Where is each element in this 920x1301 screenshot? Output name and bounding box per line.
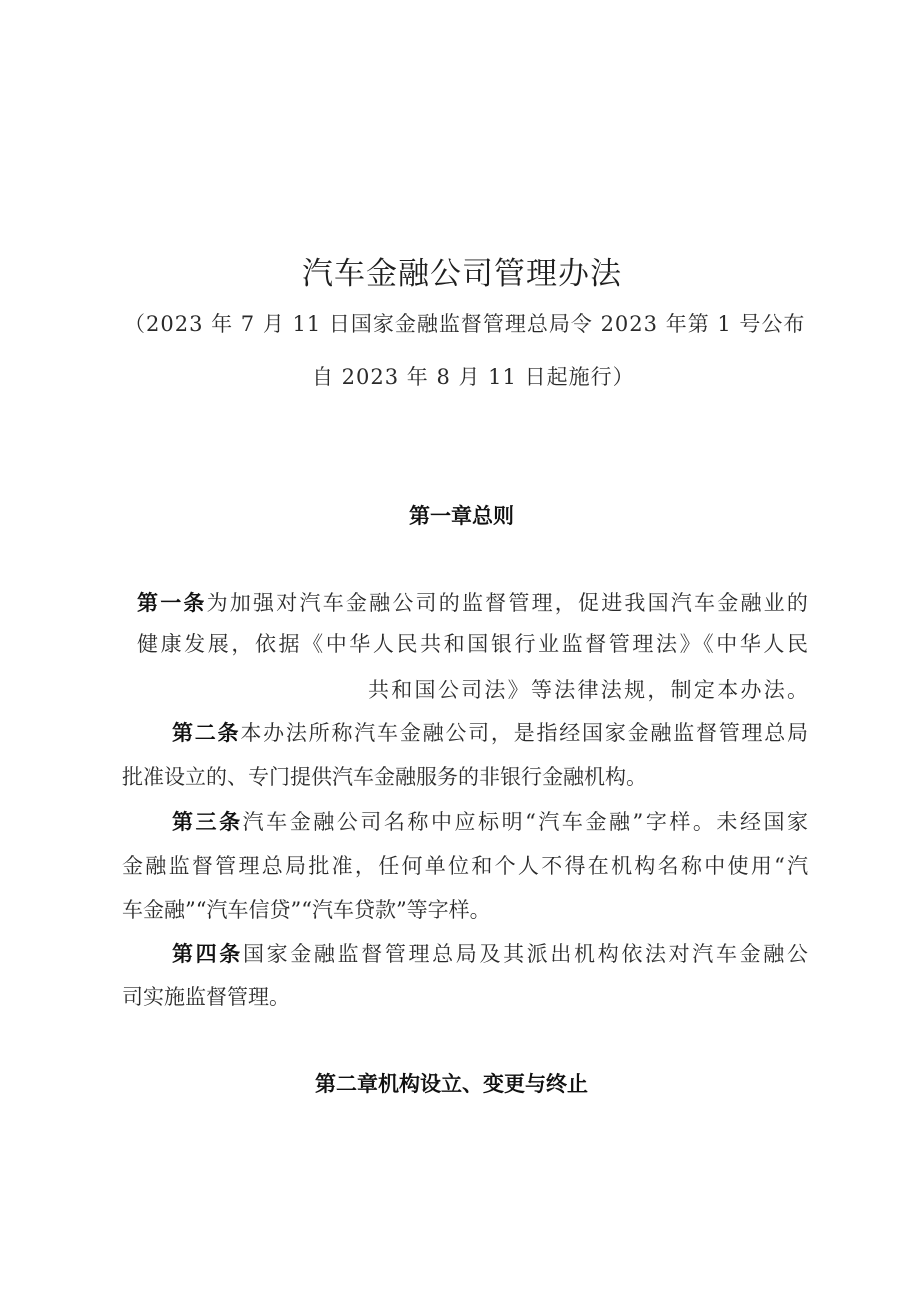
article-4-line-1 (172, 944, 811, 965)
document-title: 汽车金融公司管理办法 (302, 256, 622, 292)
article-1-line-2: 健康发展，依据《中华人民共和国银行业监督管理法》《中华人民 (137, 632, 811, 656)
article-3-line-2: 金融监督管理总局批准，任何单位和个人不得在机构名称中使用“汽 (122, 854, 811, 878)
article-4-line-2: 司实施监督管理。 (122, 985, 290, 1009)
article-3-line-3: 车金融”“汽车信贷”“汽车贷款”等字样。 (122, 898, 491, 922)
article-1-line-1 (137, 593, 810, 614)
chapter-2-heading: 第二章机构设立、变更与终止 (315, 1072, 588, 1096)
promulgation-note-line-1: （2023 年 7 月 11 日国家金融监督管理总局令 2023 年第 1 号公布 (124, 312, 806, 336)
article-2-line-1 (172, 723, 810, 744)
article-2-line-2: 批准设立的、专门提供汽车金融服务的非银行金融机构。 (122, 765, 647, 789)
article-1-line-3: 共和国公司法》等法律法规，制定本办法。 (368, 678, 811, 702)
article-1-number: 第一条 (137, 591, 207, 615)
article-4-number: 第四条 (172, 942, 243, 966)
article-2-number: 第二条 (172, 721, 241, 745)
chapter-1-heading: 第一章总则 (409, 504, 514, 528)
article-2-text-1: 本办法所称汽车金融公司，是指经国家金融监督管理总局 (240, 721, 810, 745)
article-3-line-1 (172, 812, 811, 833)
article-4-text-1: 国家金融监督管理总局及其派出机构依法对汽车金融公 (242, 942, 811, 966)
promulgation-note-line-2: 自 2023 年 8 月 11 日起施行） (312, 365, 635, 389)
article-1-text-1: 为加强对汽车金融公司的监督管理，促进我国汽车金融业的 (206, 591, 811, 615)
article-3-text-1: 汽车金融公司名称中应标明“汽车金融”字样。未经国家 (242, 810, 811, 834)
article-3-number: 第三条 (172, 810, 243, 834)
